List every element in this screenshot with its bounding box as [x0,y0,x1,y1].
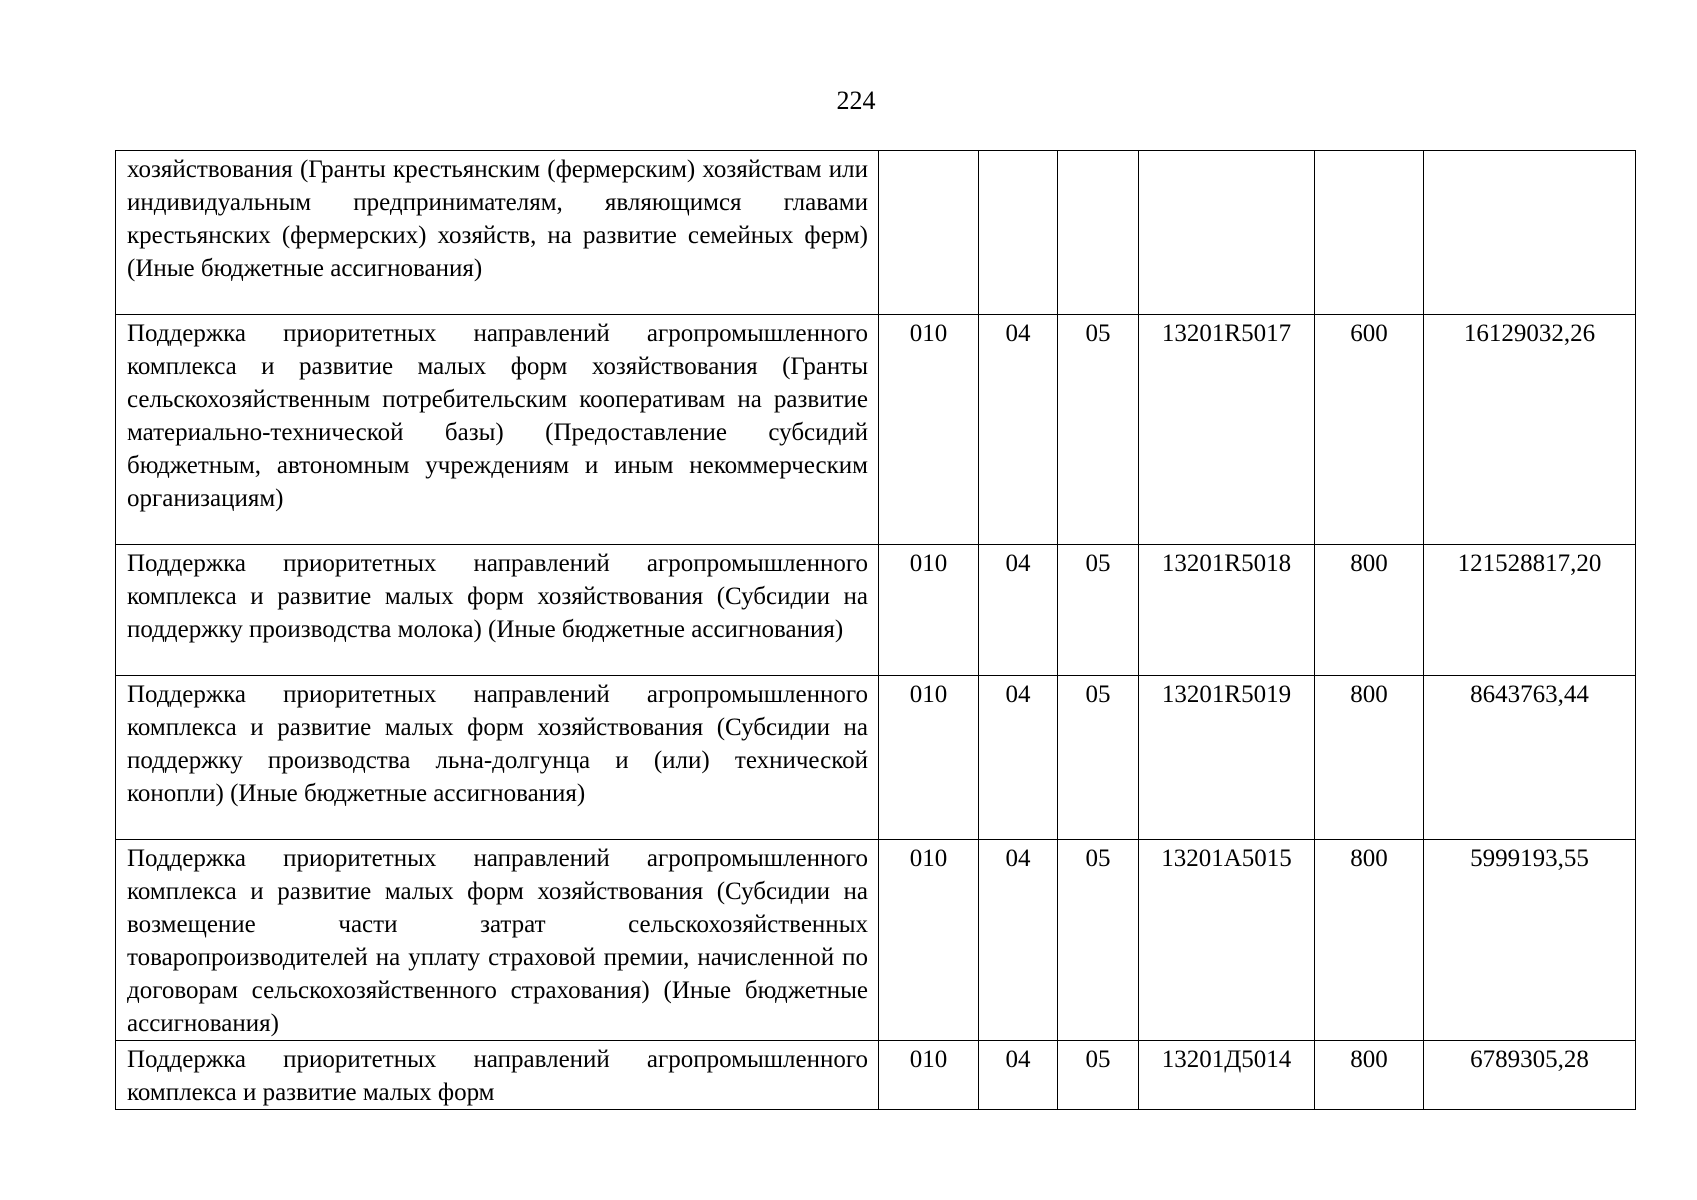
amount: 6789305,28 [1424,1041,1636,1110]
amount [1424,151,1636,315]
table-row [116,545,1636,676]
row-description: Поддержка приоритетных направлений агропромышленного комплекса и развитие малых форм [116,1041,879,1110]
target-article-code [1139,151,1315,315]
target-article-code: 13201R5018 [1139,545,1315,676]
section-code: 04 [979,676,1058,840]
section-code: 04 [979,840,1058,1041]
row-description: Поддержка приоритетных направлений агропромышленного комплекса и развитие малых форм хозяйствования (Субсидии на поддержку производства льна-долгунца и (или) технической конопли) (Иные бюджетные ассигнования) [116,676,879,840]
target-article-code: 13201R5017 [1139,315,1315,545]
admin-code: 010 [879,545,979,676]
subsection-code: 05 [1058,315,1139,545]
expense-type-code: 800 [1315,1041,1424,1110]
admin-code: 010 [879,840,979,1041]
section-code: 04 [979,545,1058,676]
admin-code: 010 [879,1041,979,1110]
row-description: Поддержка приоритетных направлений агропромышленного комплекса и развитие малых форм хозяйствования (Субсидии на возмещение части затрат сельскохозяйственных товаропроизводителей на уплату страховой премии, начисленной по договорам сельскохозяйственного страхования) (Иные бюджетные ассигнования) [116,840,879,1041]
row-description: Поддержка приоритетных направлений агропромышленного комплекса и развитие малых форм хозяйствования (Гранты сельскохозяйственным потребительским кооперативам на развитие материально-технической базы) (Предоставление субсидий бюджетным, автономным учреждениям и иным некоммерческим организациям) [116,315,879,545]
admin-code: 010 [879,315,979,545]
table-row [116,315,1636,545]
expense-type-code: 800 [1315,545,1424,676]
subsection-code: 05 [1058,545,1139,676]
expense-type-code [1315,151,1424,315]
amount: 5999193,55 [1424,840,1636,1041]
target-article-code: 13201А5015 [1139,840,1315,1041]
table-row [116,151,1636,315]
amount: 121528817,20 [1424,545,1636,676]
amount: 16129032,26 [1424,315,1636,545]
expense-type-code: 800 [1315,676,1424,840]
budget-table [115,150,1636,1110]
row-description: хозяйствования (Гранты крестьянским (фермерским) хозяйствам или индивидуальным предпринимателям, являющимся главами крестьянских (фермерских) хозяйств, на развитие семейных ферм) (Иные бюджетные ассигнования) [116,151,879,315]
table-row [116,840,1636,1041]
admin-code [879,151,979,315]
subsection-code: 05 [1058,840,1139,1041]
page-number: 224 [836,86,876,115]
row-description: Поддержка приоритетных направлений агропромышленного комплекса и развитие малых форм хозяйствования (Субсидии на поддержку производства молока) (Иные бюджетные ассигнования) [116,545,879,676]
amount: 8643763,44 [1424,676,1636,840]
admin-code: 010 [879,676,979,840]
subsection-code [1058,151,1139,315]
table-row [116,676,1636,840]
target-article-code: 13201R5019 [1139,676,1315,840]
subsection-code: 05 [1058,1041,1139,1110]
subsection-code: 05 [1058,676,1139,840]
target-article-code: 13201Д5014 [1139,1041,1315,1110]
expense-type-code: 800 [1315,840,1424,1041]
table-row [116,1041,1636,1110]
section-code [979,151,1058,315]
section-code: 04 [979,315,1058,545]
expense-type-code: 600 [1315,315,1424,545]
section-code: 04 [979,1041,1058,1110]
